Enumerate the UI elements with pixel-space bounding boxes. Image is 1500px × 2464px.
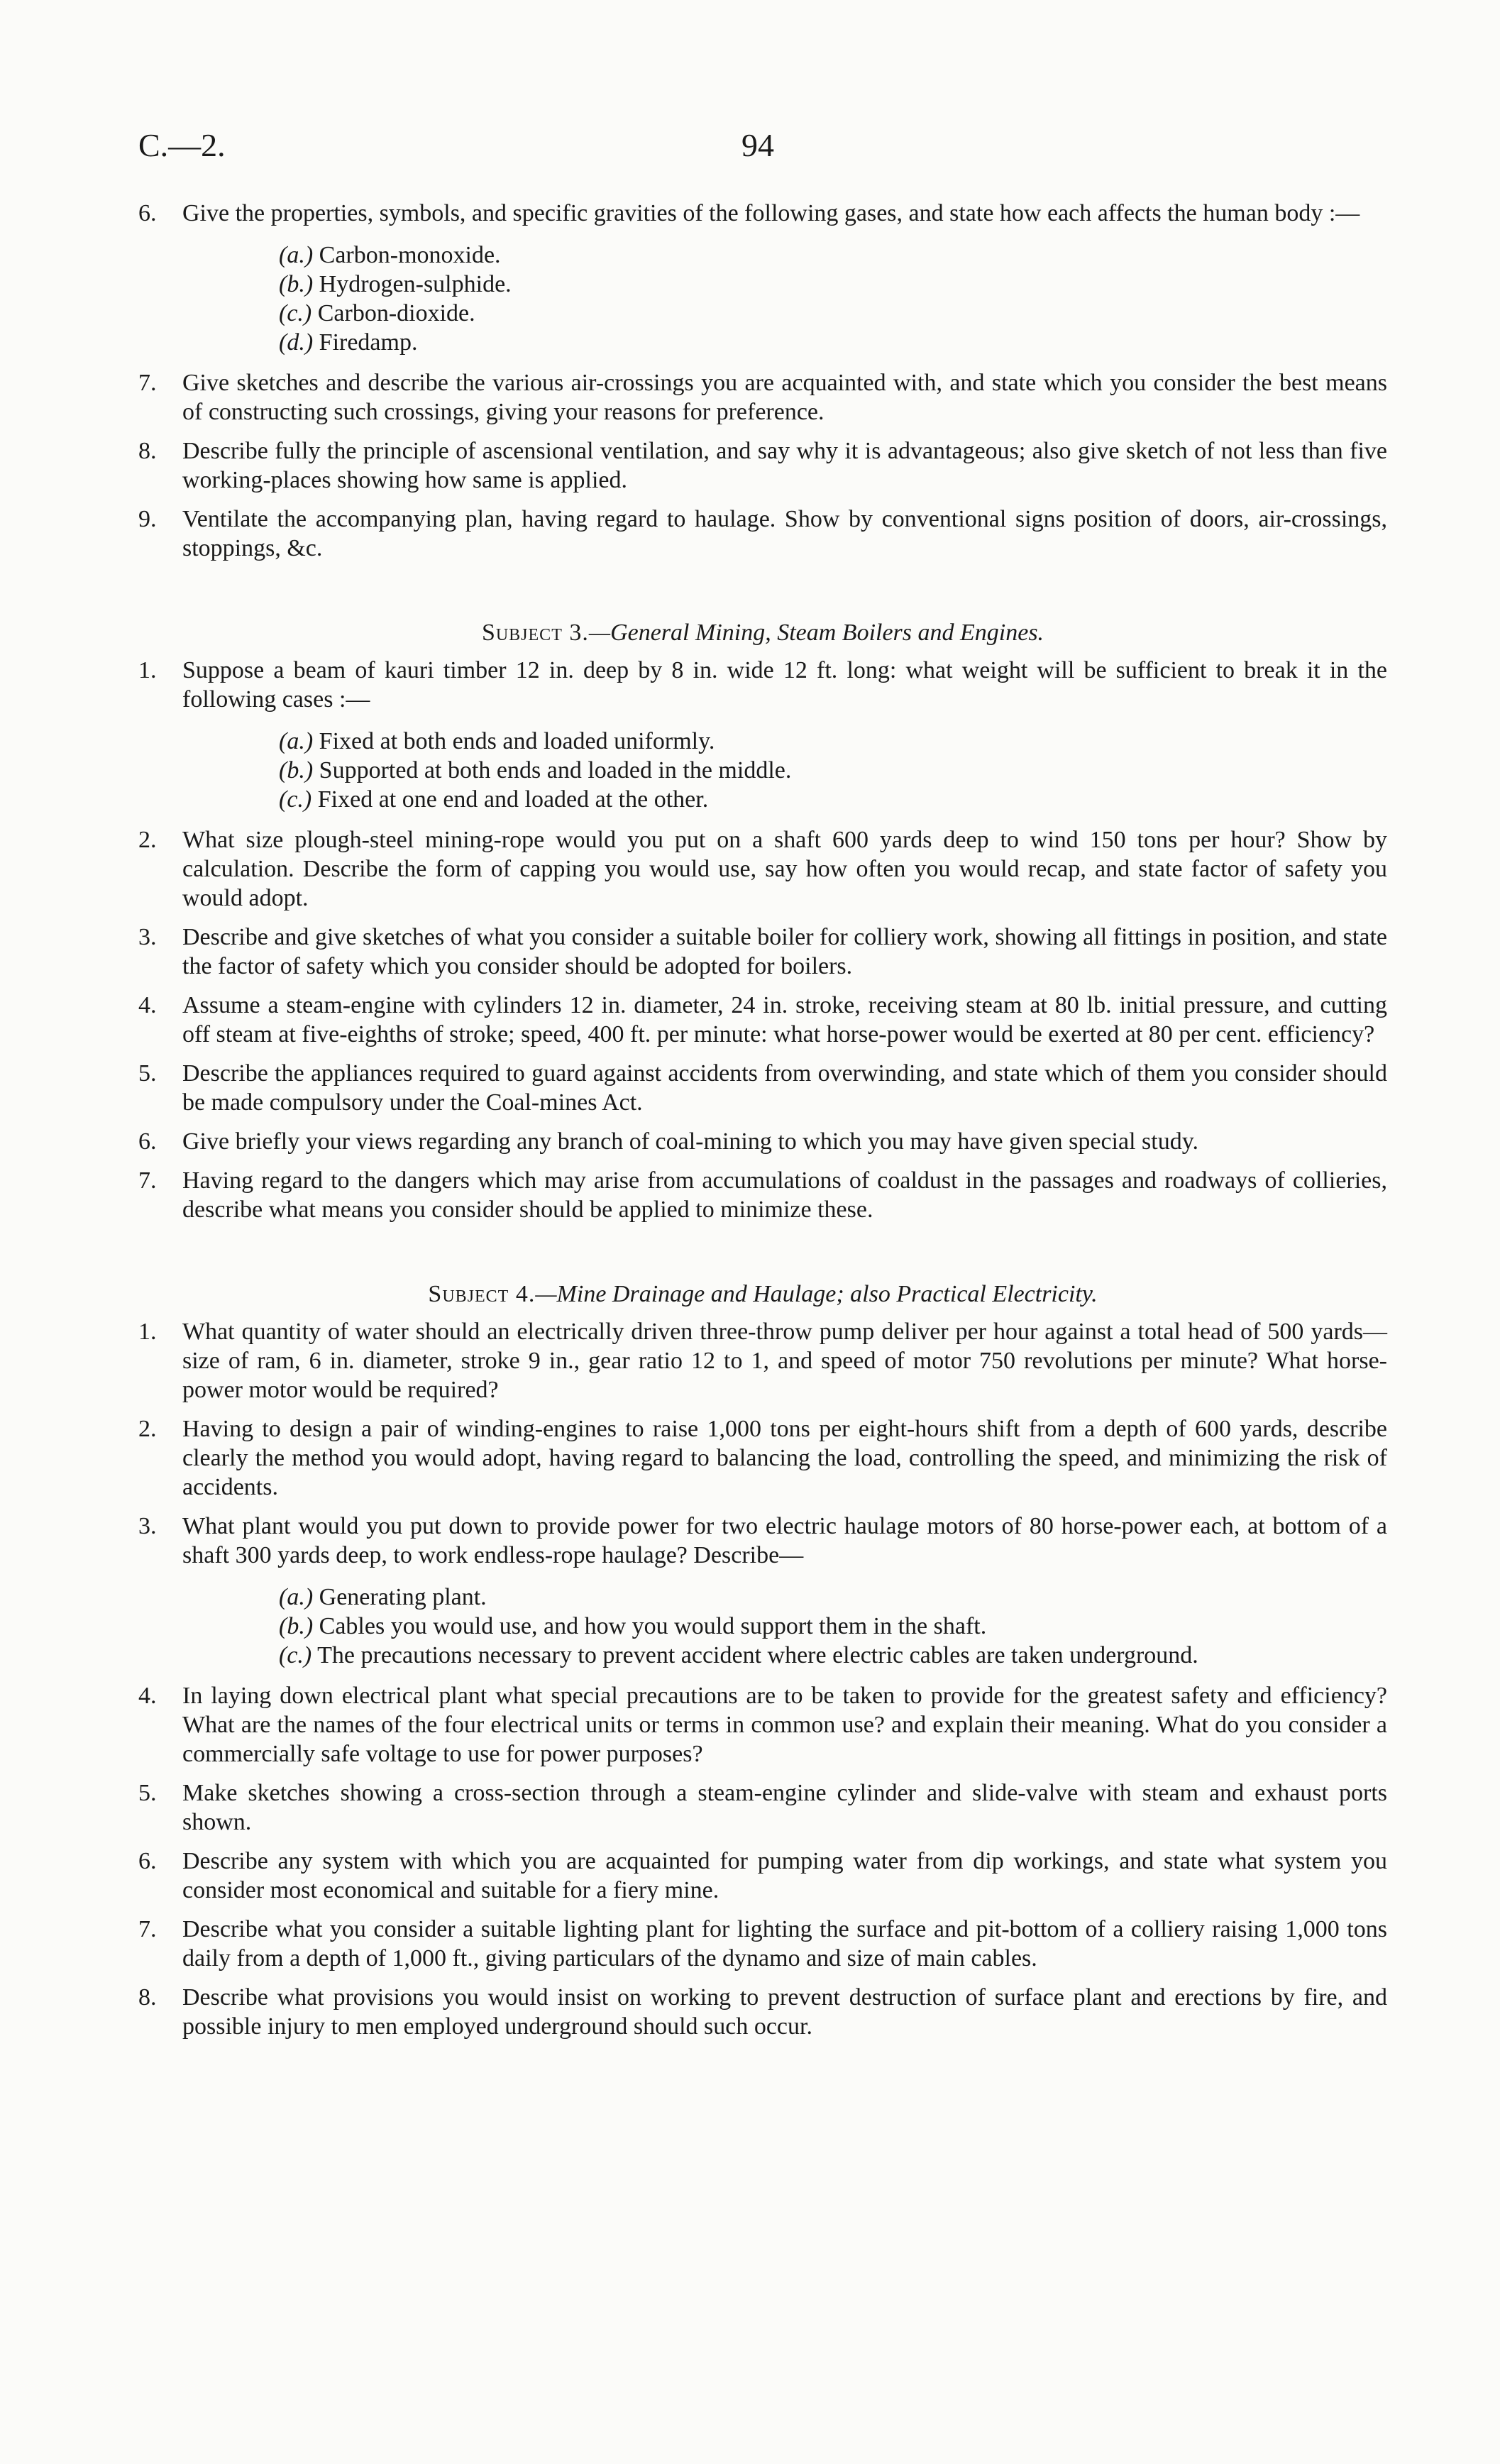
question-item <box>138 1778 1387 1837</box>
sub-item-list <box>279 1583 1387 1670</box>
question-number: 1. <box>138 657 157 683</box>
sub-item-mark: (c.) <box>279 786 312 813</box>
question-text: Describe what provisions you would insist on working to prevent destruction of surface plant and erections by fire, and possible injury to men employed underground should such occur. <box>182 1984 1387 2040</box>
question-number: 7. <box>138 1167 157 1194</box>
question-item <box>138 923 1387 981</box>
question-text: What quantity of water should an electrically driven three-throw pump deliver per hour against a total head of 500 yards—size of ram, 6 in. diameter, stroke 9 in., gear ratio 12 to 1, and speed of motor 750 revolutions per minute? What horse-power motor would be required? <box>182 1319 1387 1403</box>
sub-item-text: Hydrogen-sulphide. <box>319 271 512 297</box>
sub-item-mark: (b.) <box>279 271 314 297</box>
subject-4-heading <box>138 1280 1387 1309</box>
sub-item-text: Generating plant. <box>319 1584 487 1610</box>
sub-item-mark: (c.) <box>279 1642 312 1668</box>
question-item <box>138 991 1387 1049</box>
sub-item-mark: (a.) <box>279 728 314 754</box>
question-item <box>138 1681 1387 1769</box>
question-number: 6. <box>138 1848 157 1874</box>
question-number: 5. <box>138 1780 157 1806</box>
question-text: Having to design a pair of winding-engines to raise 1,000 tons per eight-hours shift from a depth of 600 yards, describe clearly the method you would adopt, having regard to balancing the load, controlling the speed, and minimizing the risk of accidents. <box>182 1416 1387 1500</box>
question-text: Assume a steam-engine with cylinders 12 in. diameter, 24 in. stroke, receiving steam at 80 lb. initial pressure, and cutting off steam at five-eighths of stroke; speed, 400 ft. per minute: what horse-power would be exerted at 80 per cent. efficiency? <box>182 992 1387 1047</box>
question-text: Make sketches showing a cross-section through a steam-engine cylinder and slide-valve with steam and exhaust ports shown. <box>182 1780 1387 1835</box>
sub-item-mark: (a.) <box>279 242 314 268</box>
sub-item <box>279 727 1387 756</box>
sub-item-mark: (b.) <box>279 1613 314 1639</box>
sub-item-text: Fixed at one end and loaded at the other. <box>317 786 709 813</box>
question-text: What size plough-steel mining-rope would you put on a shaft 600 yards deep to wind 150 tons per hour? Show by calculation. Describe the form of capping you would use, say how often you would recap, and state factor of safety you would adopt. <box>182 827 1387 911</box>
question-number: 6. <box>138 1128 157 1155</box>
sub-item-text: Fixed at both ends and loaded uniformly. <box>319 728 715 754</box>
sub-item <box>279 1583 1387 1612</box>
document-reference: C.—2. <box>138 127 226 163</box>
page-content <box>138 199 1387 2041</box>
question-number: 6. <box>138 200 157 226</box>
question-number: 1. <box>138 1319 157 1345</box>
question-number: 9. <box>138 506 157 532</box>
sub-item <box>279 328 1387 357</box>
page-header <box>117 126 1394 169</box>
sub-item-list <box>279 241 1387 357</box>
question-number: 7. <box>138 370 157 396</box>
question-text: Suppose a beam of kauri timber 12 in. deep by 8 in. wide 12 ft. long: what weight will be sufficient to break it in the following cases :— <box>182 657 1387 713</box>
question-number: 3. <box>138 924 157 950</box>
subject-label: Subject 4. <box>428 1281 536 1307</box>
question-item <box>138 656 1387 714</box>
question-number: 7. <box>138 1916 157 1942</box>
question-number: 4. <box>138 1683 157 1709</box>
question-item <box>138 1059 1387 1117</box>
question-text: Give briefly your views regarding any branch of coal-mining to which you may have given special study. <box>182 1128 1199 1155</box>
sub-item-mark: (a.) <box>279 1584 314 1610</box>
sub-item <box>279 785 1387 814</box>
sub-item <box>279 241 1387 270</box>
question-item <box>138 1512 1387 1570</box>
question-text: What plant would you put down to provide power for two electric haulage motors of 80 horse-power each, at bottom of a shaft 300 yards deep, to work endless-rope haulage? Describe— <box>182 1513 1387 1568</box>
subject-3-heading <box>138 618 1387 647</box>
sub-item-mark: (c.) <box>279 300 312 326</box>
question-item <box>138 199 1387 228</box>
sub-item-mark: (b.) <box>279 757 314 783</box>
subject-title: —Mine Drainage and Haulage; also Practical Electricity. <box>535 1281 1098 1307</box>
sub-item <box>279 299 1387 328</box>
question-number: 5. <box>138 1060 157 1087</box>
question-number: 8. <box>138 1984 157 2011</box>
page-number: 94 <box>741 127 774 163</box>
question-item <box>138 1915 1387 1973</box>
question-item <box>138 436 1387 495</box>
question-item <box>138 1127 1387 1156</box>
question-text: Describe what you consider a suitable lighting plant for lighting the surface and pit-bottom of a colliery raising 1,000 tons daily from a depth of 1,000 ft., giving particulars of the dynamo and size of main cables. <box>182 1916 1387 1971</box>
question-item <box>138 825 1387 913</box>
question-text: Ventilate the accompanying plan, having regard to haulage. Show by conventional signs position of doors, air-crossings, stoppings, &c. <box>182 506 1387 561</box>
question-item <box>138 505 1387 563</box>
question-text: In laying down electrical plant what special precautions are to be taken to provide for the greatest safety and efficiency? What are the names of the four electrical units or terms in common use? and explain their meaning. What do you consider a commercially safe voltage to use for power purposes? <box>182 1683 1387 1767</box>
sub-item <box>279 756 1387 785</box>
subject-title: —General Mining, Steam Boilers and Engines. <box>588 620 1044 646</box>
question-item <box>138 1847 1387 1905</box>
subject-label: Subject 3. <box>481 620 589 646</box>
question-item <box>138 1166 1387 1224</box>
sub-item-text: Supported at both ends and loaded in the middle. <box>319 757 792 783</box>
question-number: 3. <box>138 1513 157 1539</box>
question-number: 2. <box>138 827 157 853</box>
sub-item-text: The precautions necessary to prevent accident where electric cables are taken underground. <box>317 1642 1198 1668</box>
question-text: Describe and give sketches of what you consider a suitable boiler for colliery work, showing all fittings in position, and state the factor of safety which you consider should be adopted for boilers. <box>182 924 1387 979</box>
question-item <box>138 1983 1387 2041</box>
question-number: 2. <box>138 1416 157 1442</box>
sub-item-text: Carbon-monoxide. <box>319 242 501 268</box>
sub-item <box>279 270 1387 299</box>
sub-item <box>279 1641 1387 1670</box>
question-text: Describe fully the principle of ascensional ventilation, and say why it is advantageous; also give sketch of not less than five working-places showing how same is applied. <box>182 438 1387 493</box>
sub-item-list <box>279 727 1387 814</box>
question-item <box>138 368 1387 427</box>
sub-item-mark: (d.) <box>279 329 314 356</box>
question-text: Give sketches and describe the various air-crossings you are acquainted with, and state which you consider the best means of constructing such crossings, giving your reasons for preference. <box>182 370 1387 425</box>
sub-item-text: Cables you would use, and how you would support them in the shaft. <box>319 1613 987 1639</box>
question-item <box>138 1317 1387 1404</box>
question-text: Having regard to the dangers which may arise from accumulations of coaldust in the passages and roadways of collieries, describe what means you consider should be applied to minimize these. <box>182 1167 1387 1223</box>
question-text: Describe any system with which you are acquainted for pumping water from dip workings, and state what system you consider most economical and suitable for a fiery mine. <box>182 1848 1387 1903</box>
sub-item-text: Firedamp. <box>319 329 418 356</box>
sub-item <box>279 1612 1387 1641</box>
question-number: 4. <box>138 992 157 1018</box>
question-number: 8. <box>138 438 157 464</box>
question-text: Give the properties, symbols, and specific gravities of the following gases, and state how each affects the human body :— <box>182 200 1360 226</box>
question-text: Describe the appliances required to guard against accidents from overwinding, and state which of them you consider should be made compulsory under the Coal-mines Act. <box>182 1060 1387 1116</box>
sub-item-text: Carbon-dioxide. <box>317 300 475 326</box>
question-item <box>138 1414 1387 1502</box>
